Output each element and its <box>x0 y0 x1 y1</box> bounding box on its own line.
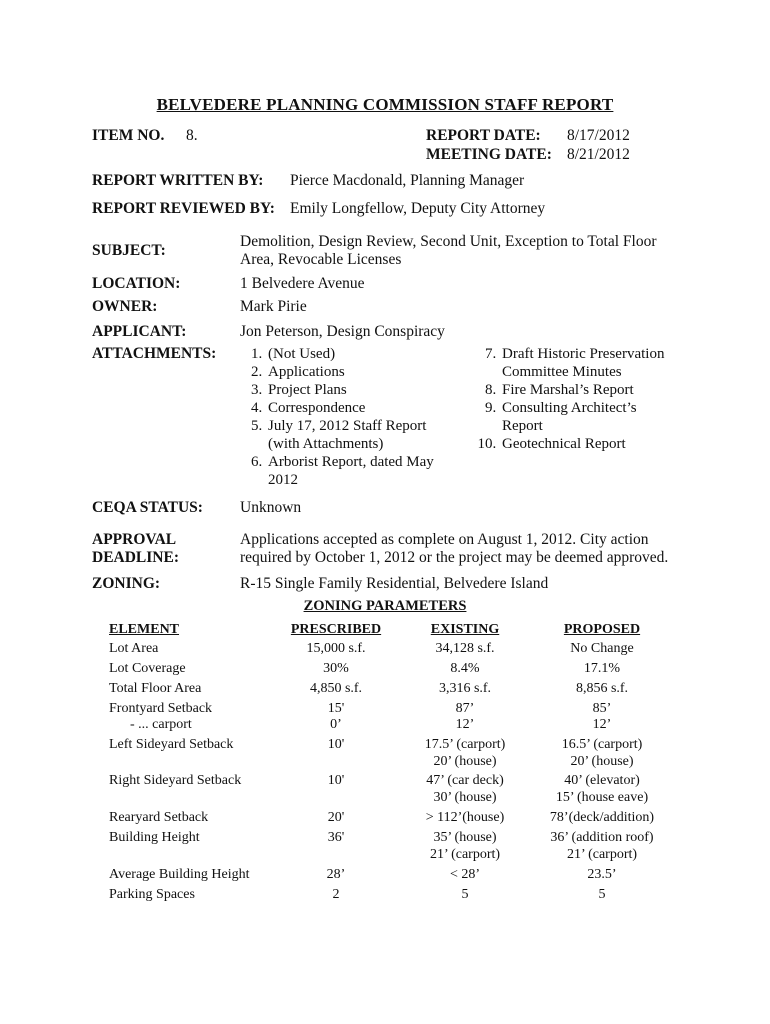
header-prescribed: PRESCRIBED <box>290 622 382 637</box>
zoning-existing-cell: 17.5’ (carport) <box>424 737 506 752</box>
zoning-element-cell: - ... carport <box>130 717 192 732</box>
zoning-proposed-cell: No Change <box>570 641 634 656</box>
written-by-value: Pierce Macdonald, Planning Manager <box>290 172 525 189</box>
zoning-existing-cell: 21’ (carport) <box>429 847 501 862</box>
zoning-proposed-cell: 36’ (addition roof) <box>550 830 654 845</box>
zoning-proposed-cell: 23.5’ <box>587 867 617 882</box>
subject-value: Demolition, Design Review, Second Unit, Exception to Total Floor Area, Revocable Licenses <box>240 233 657 268</box>
item-no-value: 8. <box>186 127 198 144</box>
zoning-proposed-cell: 20’ (house) <box>570 754 634 769</box>
location-label: LOCATION: <box>92 275 181 292</box>
zoning-element-cell: Rearyard Setback <box>109 810 209 825</box>
zoning-proposed-cell: 85’ <box>592 701 612 716</box>
zoning-existing-cell: < 28’ <box>449 867 481 882</box>
item-no-label: ITEM NO. <box>92 127 165 144</box>
reviewed-by-value: Emily Longfellow, Deputy City Attorney <box>290 200 546 217</box>
header-element: ELEMENT <box>109 622 180 637</box>
approval-label: APPROVAL <box>92 531 177 548</box>
approval-value: Applications accepted as complete on August 1, 2012. City action required by October 1, 2012 or the project may be deemed approved. <box>240 531 669 566</box>
zoning-element-cell: Building Height <box>109 830 200 845</box>
attachments-label: ATTACHMENTS: <box>92 345 217 362</box>
report-title: BELVEDERE PLANNING COMMISSION STAFF REPORT <box>156 95 614 114</box>
zoning-existing-cell: 12’ <box>455 717 475 732</box>
deadline-label: DEADLINE: <box>92 549 179 566</box>
attachment-item: 8. Fire Marshal’s Report <box>500 381 674 399</box>
subject-label: SUBJECT: <box>92 242 166 259</box>
zoning-proposed-cell: 78’(deck/addition) <box>549 810 655 825</box>
report-date-label: REPORT DATE: <box>426 127 541 144</box>
zoning-proposed-cell: 21’ (carport) <box>566 847 638 862</box>
attachments-list-left <box>240 345 445 489</box>
zoning-element-cell: Average Building Height <box>109 867 250 882</box>
attachments-list-right <box>474 345 674 453</box>
zoning-prescribed-cell: 28’ <box>326 867 346 882</box>
report-date-value: 8/17/2012 <box>567 127 630 144</box>
zoning-label: ZONING: <box>92 575 161 592</box>
attachment-item: 9. Consulting Architect’s Report <box>500 399 674 435</box>
zoning-proposed-cell: 17.1% <box>583 661 621 676</box>
zoning-prescribed-cell: 36' <box>327 830 345 845</box>
zoning-prescribed-cell: 15' <box>327 701 345 716</box>
attachment-item: 3. Project Plans <box>266 381 445 399</box>
attachment-item: 4. Correspondence <box>266 399 445 417</box>
zoning-element-cell: Right Sideyard Setback <box>109 773 242 788</box>
zoning-element-cell: Left Sideyard Setback <box>109 737 234 752</box>
zoning-proposed-cell: 8,856 s.f. <box>575 681 629 696</box>
zoning-existing-cell: > 112’(house) <box>425 810 505 825</box>
attachment-item: 1. (Not Used) <box>266 345 445 363</box>
header-proposed: PROPOSED <box>563 622 641 637</box>
meeting-date-value: 8/21/2012 <box>567 146 630 163</box>
header-existing: EXISTING <box>430 622 500 637</box>
zoning-existing-cell: 30’ (house) <box>433 790 497 805</box>
zoning-prescribed-cell: 15,000 s.f. <box>306 641 366 656</box>
attachment-item: 7. Draft Historic Preservation Committee Minutes <box>500 345 674 381</box>
applicant-value: Jon Peterson, Design Conspiracy <box>240 323 445 340</box>
zoning-proposed-cell: 15’ (house eave) <box>555 790 649 805</box>
zoning-proposed-cell: 16.5’ (carport) <box>561 737 643 752</box>
zoning-proposed-cell: 5 <box>598 887 606 902</box>
ceqa-value: Unknown <box>240 499 302 516</box>
zoning-existing-cell: 3,316 s.f. <box>438 681 492 696</box>
zoning-element-cell: Parking Spaces <box>109 887 195 902</box>
zoning-prescribed-cell: 30% <box>323 661 349 676</box>
zoning-element-cell: Lot Area <box>109 641 159 656</box>
attachment-item: 2. Applications <box>266 363 445 381</box>
zoning-parameters-title: ZONING PARAMETERS <box>303 598 467 614</box>
zoning-existing-cell: 5 <box>461 887 469 902</box>
location-value: 1 Belvedere Avenue <box>240 275 365 292</box>
zoning-element-cell: Frontyard Setback <box>109 701 213 716</box>
zoning-existing-cell: 8.4% <box>450 661 480 676</box>
zoning-prescribed-cell: 4,850 s.f. <box>309 681 363 696</box>
reviewed-by-label: REPORT REVIEWED BY: <box>92 200 275 217</box>
zoning-existing-cell: 20’ (house) <box>433 754 497 769</box>
zoning-prescribed-cell: 20' <box>327 810 345 825</box>
written-by-label: REPORT WRITTEN BY: <box>92 172 264 189</box>
zoning-existing-cell: 35’ (house) <box>433 830 497 845</box>
zoning-prescribed-cell: 10' <box>327 737 345 752</box>
owner-label: OWNER: <box>92 298 158 315</box>
zoning-existing-cell: 87’ <box>455 701 475 716</box>
zoning-existing-cell: 34,128 s.f. <box>435 641 495 656</box>
owner-value: Mark Pirie <box>240 298 307 315</box>
zoning-existing-cell: 47’ (car deck) <box>426 773 504 788</box>
attachment-item: 6. Arborist Report, dated May 2012 <box>266 453 445 489</box>
applicant-label: APPLICANT: <box>92 323 187 340</box>
zoning-proposed-cell: 12’ <box>592 717 612 732</box>
attachment-item: 10. Geotechnical Report <box>500 435 674 453</box>
attachment-item: 5. July 17, 2012 Staff Report (with Attachments) <box>266 417 445 453</box>
ceqa-label: CEQA STATUS: <box>92 499 203 516</box>
zoning-prescribed-cell: 0’ <box>330 717 342 732</box>
zoning-prescribed-cell: 10' <box>327 773 345 788</box>
zoning-element-cell: Total Floor Area <box>109 681 202 696</box>
zoning-proposed-cell: 40’ (elevator) <box>564 773 640 788</box>
zoning-element-cell: Lot Coverage <box>109 661 186 676</box>
zoning-value: R-15 Single Family Residential, Belvedere Island <box>240 575 549 592</box>
zoning-prescribed-cell: 2 <box>332 887 340 902</box>
meeting-date-label: MEETING DATE: <box>426 146 552 163</box>
